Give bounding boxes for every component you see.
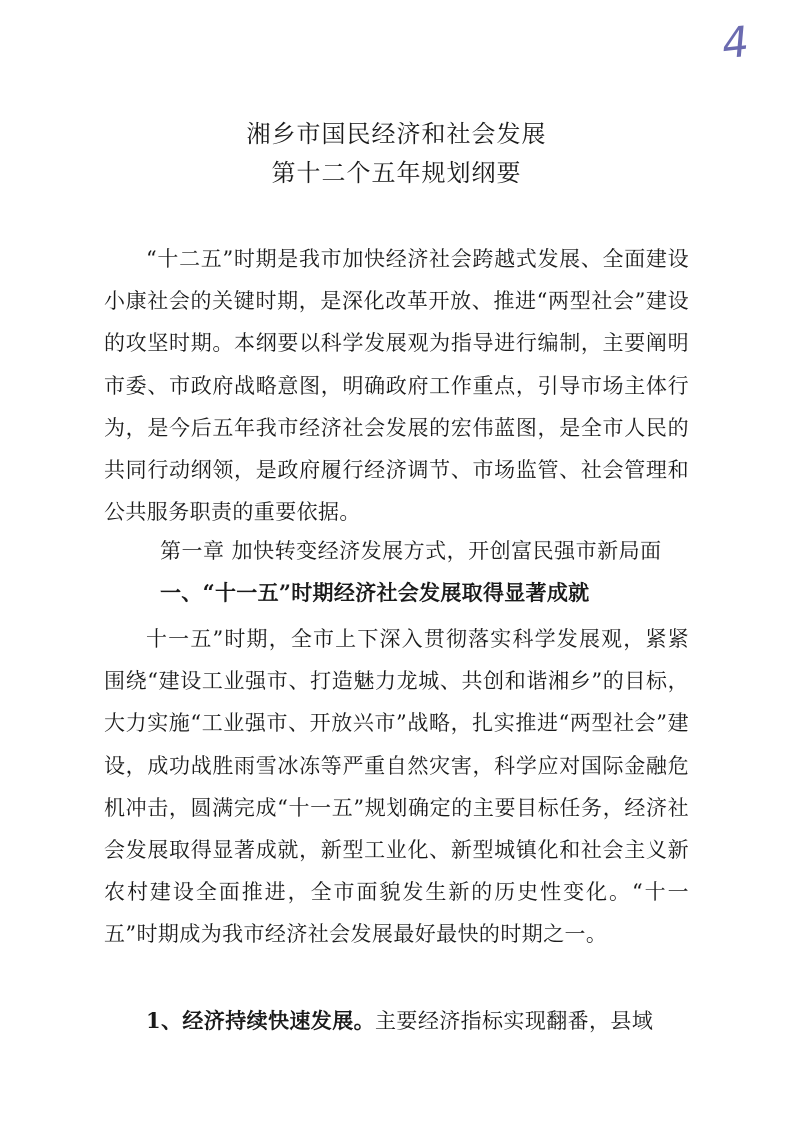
section-paragraph — [104, 618, 689, 956]
intro-paragraph-text: “十二五”时期是我市加快经济社会跨越式发展、全面建设小康社会的关键时期，是深化改革开放、推进“两型社会”建设的攻坚时期。本纲要以科学发展观为指导进行编制，主要阐明市委、市政府战略意图，明确政府工作重点，引导市场主体行为，是今后五年我市经济社会发展的宏伟蓝图，是全市人民的共同行动纲领，是政府履行经济调节、市场监管、社会管理和公共服务职责的重要依据。 — [104, 247, 689, 525]
item-1-text — [104, 1000, 689, 1042]
handwritten-page-number: 4 — [719, 16, 752, 69]
item-1-label: 1、经济持续快速发展。 — [146, 1008, 376, 1033]
chapter-heading: 第一章 加快转变经济发展方式，开创富民强市新局面 — [160, 539, 662, 563]
item-1-paragraph — [104, 1000, 689, 1042]
item-1-body: 主要经济指标实现翻番，县域 — [375, 1009, 654, 1033]
document-title-line-1: 湘乡市国民经济和社会发展 — [246, 120, 547, 148]
document-title-line-2: 第十二个五年规划纲要 — [271, 159, 522, 187]
section-paragraph-text: 十一五”时期，全市上下深入贯彻落实科学发展观，紧紧围绕“建设工业强市、打造魅力龙城、共创和谐湘乡”的目标，大力实施“工业强市、开放兴市”战略，扎实推进“两型社会”建设，成功战胜雨雪冰冻等严重自然灾害，科学应对国际金融危机冲击，圆满完成“十一五”规划确定的主要目标任务，经济社会发展取得显著成就，新型工业化、新型城镇化和社会主义新农村建设全面推进，全市面貌发生新的历史性变化。“十一五”时期成为我市经济社会发展最好最快的时期之一。 — [104, 627, 689, 947]
section-heading: 一、“十一五”时期经济社会发展取得显著成就 — [160, 580, 590, 605]
intro-paragraph — [104, 238, 689, 533]
